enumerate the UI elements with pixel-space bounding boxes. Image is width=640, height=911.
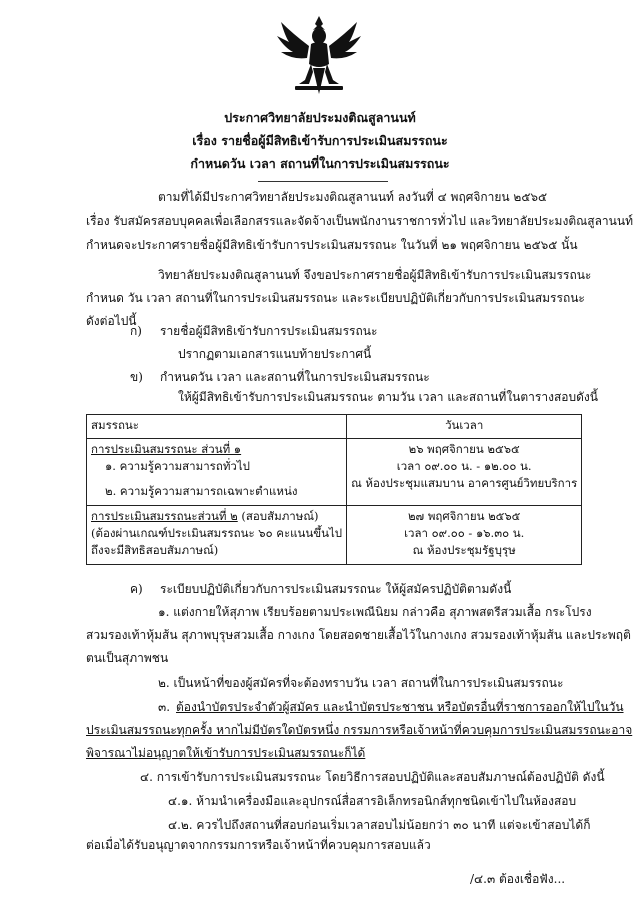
para1-line: กำหนดจะประกาศรายชื่อผู้มีสิทธิเข้ารับการประเมินสมรรถนะ ในวันที่ ๒๑ พฤศจิกายน ๒๕๖๕ นั้น bbox=[86, 238, 578, 252]
rule-3: ต้องนำบัตรประจำตัวผู้สมัคร และนำบัตรประชาชน หรือบัตรอื่นที่ราชการออกให้ไปในวัน bbox=[176, 700, 624, 714]
item-kh2-number: ค) bbox=[130, 582, 143, 596]
part2-date: ๒๗ พฤศจิกายน ๒๕๖๕ bbox=[407, 509, 521, 523]
item-k-number: ก) bbox=[130, 324, 142, 338]
table-cell bbox=[87, 439, 347, 506]
part2-place: ณ ห้องประชุมรัฐบุรุษ bbox=[412, 543, 516, 557]
part1-sub2: ๒. ความรู้ความสามารถเฉพาะตำแหน่ง bbox=[105, 484, 298, 498]
rule-3: พิจารณาไม่อนุญาตให้เข้ารับการประเมินสมรรถนะก็ได้ bbox=[86, 746, 366, 760]
table-cell bbox=[347, 439, 582, 506]
para1-line: ตามที่ได้มีประกาศวิทยาลัยประมงติณสูลานนท์ ลงวันที่ ๔ พฤศจิกายน ๒๕๖๕ bbox=[158, 190, 548, 204]
item-kh2-title: ระเบียบปฏิบัติเกี่ยวกับการประเมินสมรรถนะ ให้ผู้สมัครปฏิบัติตามดังนี้ bbox=[160, 582, 512, 596]
part2-heading-suffix: (สอบสัมภาษณ์) bbox=[237, 509, 319, 523]
table-row bbox=[87, 506, 582, 565]
part1-sub1: ๑. ความรู้ความสามารถทั่วไป bbox=[105, 459, 250, 473]
part1-time: เวลา ๐๙.๐๐ น. - ๑๒.๐๐ น. bbox=[396, 459, 532, 473]
item-kh-detail: ให้ผู้มีสิทธิเข้ารับการประเมินสมรรถนะ ตามวัน เวลา และสถานที่ในตารางสอบดังนี้ bbox=[178, 390, 598, 404]
table-header-row bbox=[87, 415, 582, 439]
part2-condition: ถึงจะมีสิทธิสอบสัมภาษณ์) bbox=[91, 543, 219, 557]
item-k-detail: ปรากฏตามเอกสารแนบท้ายประกาศนี้ bbox=[178, 347, 372, 361]
rule-2: ๒. เป็นหน้าที่ของผู้สมัครที่จะต้องทราบวัน เวลา สถานที่ในการประเมินสมรรถนะ bbox=[158, 676, 564, 690]
para2-line: วิทยาลัยประมงติณสูลานนท์ จึงขอประกาศรายชื่อผู้มีสิทธิเข้ารับการประเมินสมรรถนะ bbox=[158, 268, 592, 282]
rule-4-2: ๔.๒. ควรไปถึงสถานที่สอบก่อนเริ่มเวลาสอบไม่น้อยกว่า ๓๐ นาที แต่จะเข้าสอบได้ก็ bbox=[168, 818, 591, 832]
part1-heading: การประเมินสมรรถนะ ส่วนที่ ๑ bbox=[91, 442, 242, 456]
rule-4: ๔. การเข้ารับการประเมินสมรรถนะ โดยวิธีการสอบปฏิบัติและสอบสัมภาษณ์ต้องปฏิบัติ ดังนี้ bbox=[140, 770, 605, 784]
rule-3: ประเมินสมรรถนะทุกครั้ง หากไม่มีบัตรใดบัตรหนึ่ง กรรมการหรือเจ้าหน้าที่ควบคุมการประเมินสมรรถนะอาจ bbox=[86, 723, 633, 737]
part1-date: ๒๖ พฤศจิกายน ๒๕๖๕ bbox=[408, 442, 520, 456]
part1-place: ณ ห้องประชุมแสมบาน อาคารศูนย์วิทยบริการ bbox=[351, 476, 578, 490]
para2-line: กำหนด วัน เวลา สถานที่ในการประเมินสมรรถนะ และระเบียบปฏิบัติเกี่ยวกับการประเมินสมรรถนะ bbox=[86, 291, 585, 305]
rule-1: สวมรองเท้าหุ้มส้น สุภาพบุรุษสวมเสื้อ กางเกง โดยสอดชายเสื้อไว้ในกางเกง สวมรองเท้าหุ้มส้น และประพฤติ bbox=[86, 628, 631, 642]
schedule-table bbox=[86, 414, 582, 565]
continued-note: /๔.๓ ต้องเชื่อฟัง... bbox=[470, 872, 566, 886]
part2-heading: การประเมินสมรรถนะส่วนที่ ๒ bbox=[91, 509, 238, 523]
document-subject: เรื่อง รายชื่อผู้มีสิทธิเข้ารับการประเมินสมรรถนะ bbox=[192, 133, 448, 148]
document-title: ประกาศวิทยาลัยประมงติณสูลานนท์ bbox=[224, 110, 416, 125]
rule-1: ตนเป็นสุภาพชน bbox=[86, 651, 169, 665]
table-header-cell: วันเวลา bbox=[347, 415, 582, 439]
header-divider bbox=[258, 181, 388, 182]
rule-1: ๑. แต่งกายให้สุภาพ เรียบร้อยตามประเพณีนิยม กล่าวคือ สุภาพสตรีสวมเสื้อ กระโปรง bbox=[158, 605, 592, 619]
rule-4-2: ต่อเมื่อได้รับอนุญาตจากกรรมการหรือเจ้าหน้าที่ควบคุมการสอบแล้ว bbox=[86, 838, 431, 852]
part2-condition: (ต้องผ่านเกณฑ์ประเมินสมรรถนะ ๖๐ คะแนนขึ้นไป bbox=[91, 526, 343, 540]
rule-3-number: ๓. bbox=[158, 700, 171, 714]
para2-line: ดังต่อไปนี้ bbox=[86, 314, 137, 328]
item-k-title: รายชื่อผู้มีสิทธิเข้ารับการประเมินสมรรถนะ bbox=[160, 324, 378, 338]
table-cell bbox=[87, 506, 347, 565]
table-cell bbox=[347, 506, 582, 565]
table-header-cell: สมรรถนะ bbox=[87, 415, 347, 439]
table-row bbox=[87, 439, 582, 506]
garuda-emblem-icon bbox=[275, 14, 363, 100]
rule-4-1: ๔.๑. ห้ามนำเครื่องมือและอุปกรณ์สื่อสารอิเล็กทรอนิกส์ทุกชนิดเข้าไปในห้องสอบ bbox=[168, 794, 577, 808]
part2-time: เวลา ๐๙.๐๐ - ๑๖.๓๐ น. bbox=[404, 526, 525, 540]
document-subtitle: กำหนดวัน เวลา สถานที่ในการประเมินสมรรถนะ bbox=[190, 156, 450, 171]
para1-line: เรื่อง รับสมัครสอบบุคคลเพื่อเลือกสรรและจัดจ้างเป็นพนักงานราชการทั่วไป และวิทยาลัยประมงติณสูลานนท์ bbox=[86, 214, 633, 228]
item-kh-number: ข) bbox=[130, 370, 143, 384]
item-kh-title: กำหนดวัน เวลา และสถานที่ในการประเมินสมรรถนะ bbox=[160, 370, 430, 384]
part2-heading-line bbox=[91, 508, 342, 525]
